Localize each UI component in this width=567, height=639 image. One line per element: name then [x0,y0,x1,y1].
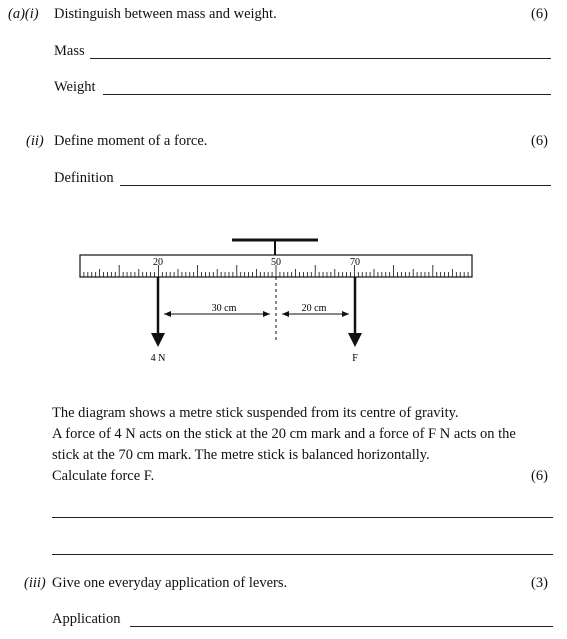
question-iii-marks: (3) [531,575,548,591]
definition-answer-line[interactable] [120,185,551,186]
question-iii-label: (iii) [24,575,46,591]
mass-label: Mass [54,43,85,59]
tick-label-70: 70 [350,257,360,268]
calc-question-text [52,403,557,487]
weight-answer-line[interactable] [103,94,551,95]
force-right-label: F [352,353,358,364]
force-left-arrowhead [151,333,165,347]
question-ii-prompt: Define moment of a force. [54,133,208,149]
tick-label-20: 20 [153,257,163,268]
application-answer-line[interactable] [130,626,553,627]
tick-label-50: 50 [271,257,281,268]
question-iii-prompt: Give one everyday application of levers. [52,575,288,591]
dim-left-arrow-end [263,311,270,317]
calc-answer-line-1[interactable] [52,517,553,518]
part-a-label: (a) [8,6,25,22]
dim-left-label: 30 cm [211,303,237,314]
question-ai-label [8,5,39,23]
definition-label: Definition [54,170,114,186]
question-ai-prompt: Distinguish between mass and weight. [54,6,277,22]
mass-answer-line[interactable] [90,58,551,59]
calc-line-2: A force of 4 N acts on the stick at the 20 cm mark and a force of F N acts on the [52,426,516,442]
question-ii-label: (ii) [26,133,44,149]
calc-answer-line-2[interactable] [52,554,553,555]
force-right-arrowhead [348,333,362,347]
calc-question-marks: (6) [531,468,548,484]
calc-line-3: stick at the 70 cm mark. The metre stick is balanced horizontally. [52,447,430,463]
weight-label: Weight [54,79,96,95]
calc-line-4: Calculate force F. [52,468,155,484]
dim-left-arrow-start [164,311,171,317]
calc-line-1: The diagram shows a metre stick suspended from its centre of gravity. [52,405,459,421]
force-left-label: 4 N [150,353,166,364]
dim-right-label: 20 cm [301,303,327,314]
dim-right-arrow-end [342,311,349,317]
part-i-label: (i) [24,6,39,22]
dim-right-arrow-start [282,311,289,317]
question-ai-marks: (6) [531,6,548,22]
metre-stick-diagram [0,225,567,375]
question-ii-marks: (6) [531,133,548,149]
application-label: Application [52,611,121,627]
